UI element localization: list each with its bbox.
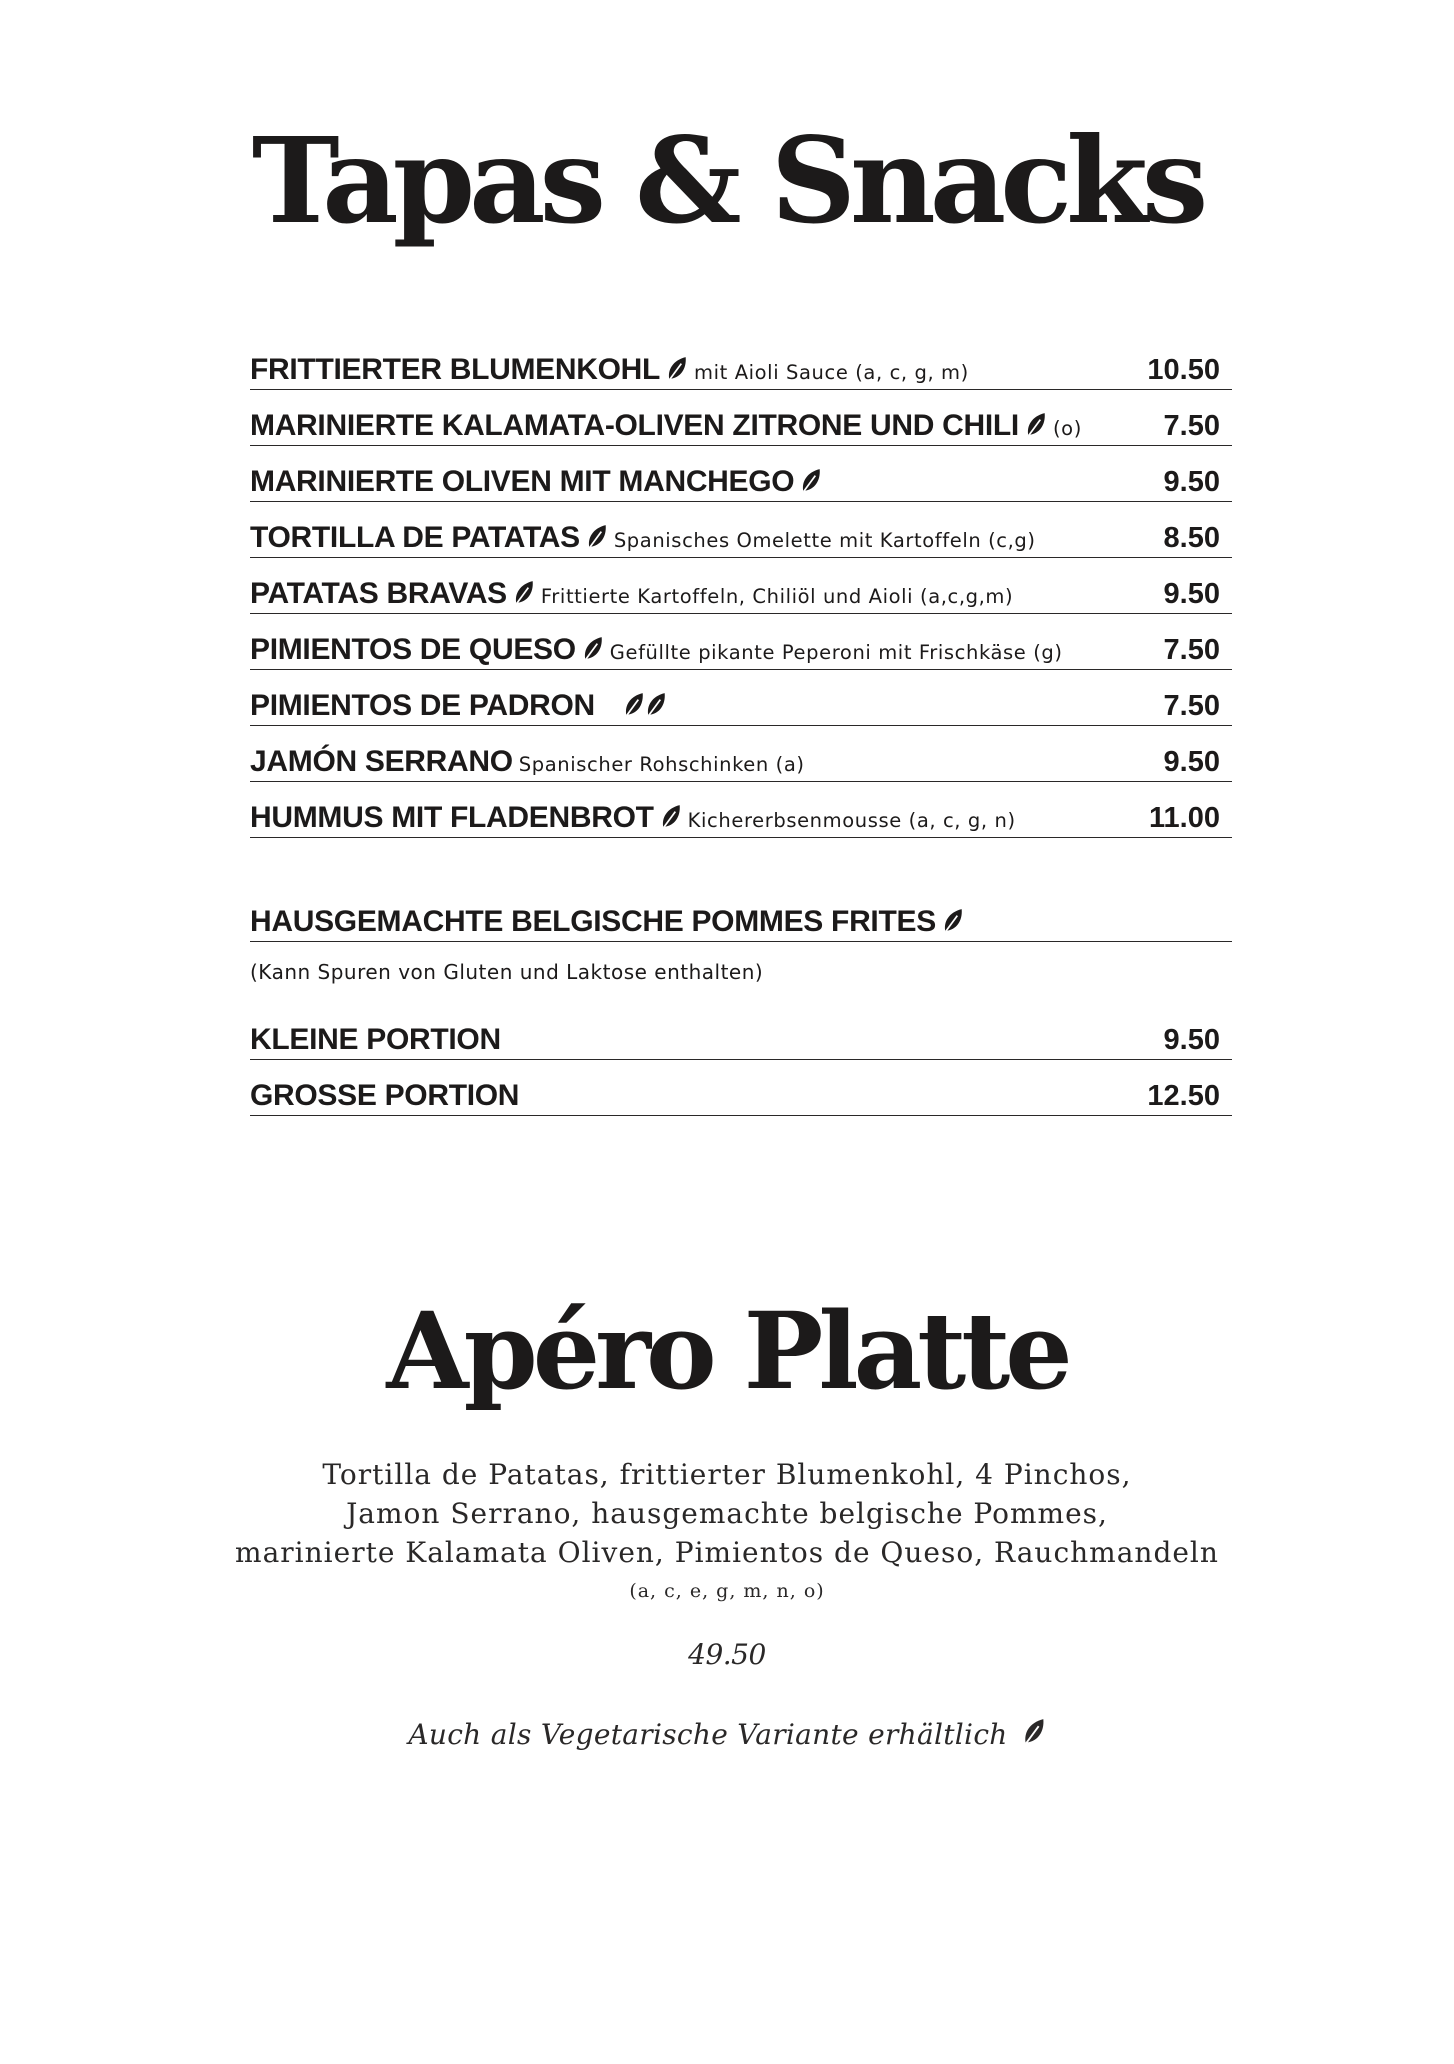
apero-desc-line: Jamon Serrano, hausgemachte belgische Pommes, (346, 1497, 1108, 1530)
pommes-note: (Kann Spuren von Gluten und Laktose enthalten) (250, 960, 764, 984)
menu-item-price: 8.50 (1163, 522, 1220, 554)
menu-item-name: MARINIERTE KALAMATA-OLIVEN ZITRONE UND CHILI (250, 409, 1019, 442)
pommes-large-label: GROSSE PORTION (250, 1079, 520, 1112)
apero-description (0, 1455, 1454, 1572)
leaf-icon (513, 580, 535, 606)
menu-item-description: Frittierte Kartoffeln, Chiliöl und Aioli (a,c,g,m) (540, 585, 1014, 608)
menu-item-name: TORTILLA DE PATATAS (250, 521, 580, 554)
menu-item-name: PATATAS BRAVAS (250, 577, 507, 610)
menu-item-description: (o) (1052, 417, 1082, 440)
menu-item-description: Kichererbsenmousse (a, c, g, n) (687, 809, 1016, 832)
menu-item-name: PIMIENTOS DE QUESO (250, 633, 576, 666)
apero-veg-note (0, 1718, 1454, 1751)
leaf-icon (1025, 412, 1047, 438)
leaf-icon (582, 636, 604, 662)
menu-item-description: Spanisches Omelette mit Kartoffeln (c,g) (613, 529, 1036, 552)
apero-allergens: (a, c, e, g, m, n, o) (629, 1580, 825, 1602)
menu-item-row (250, 726, 1232, 782)
menu-item-description: mit Aioli Sauce (a, c, g, m) (694, 361, 969, 384)
pommes-small-price: 9.50 (1163, 1024, 1220, 1056)
menu-item-row (250, 446, 1232, 502)
apero-desc-line: Tortilla de Patatas, frittierter Blumenkohl, 4 Pinchos, (322, 1458, 1132, 1491)
pommes-large-price: 12.50 (1147, 1080, 1220, 1112)
menu-item-description: Spanischer Rohschinken (a) (518, 753, 805, 776)
leaf-icon (666, 356, 688, 382)
menu-item-name: MARINIERTE OLIVEN MIT MANCHEGO (250, 465, 795, 498)
pommes-small-label: KLEINE PORTION (250, 1023, 501, 1056)
leaf-icon (1022, 1718, 1046, 1746)
menu-item-row (250, 782, 1232, 838)
apero-title: Apéro Platte (386, 1288, 1068, 1413)
menu-item-description: Gefüllte pikante Peperoni mit Frischkäse (g) (609, 641, 1063, 664)
leaf-icon (586, 524, 608, 550)
leaf-icon (660, 804, 682, 830)
apero-veg-text: Auch als Vegetarische Variante erhältlich (408, 1718, 1008, 1751)
menu-item-price: 9.50 (1163, 578, 1220, 610)
pommes-large-row (250, 1060, 1232, 1116)
menu-item-name: FRITTIERTER BLUMENKOHL (250, 353, 661, 386)
menu-item-price: 9.50 (1163, 746, 1220, 778)
tapas-list (250, 334, 1232, 838)
pommes-small-row (250, 1004, 1232, 1060)
leaf-icon (800, 468, 822, 494)
menu-item-price: 7.50 (1163, 410, 1220, 442)
menu-item-row (250, 614, 1232, 670)
menu-item-name: HUMMUS MIT FLADENBROT (250, 801, 654, 834)
menu-item-name: PIMIENTOS DE PADRON (250, 689, 595, 722)
leaf-icon (942, 908, 964, 934)
pommes-header-row (250, 886, 1232, 942)
menu-item-row (250, 670, 1232, 726)
menu-item-row (250, 502, 1232, 558)
menu-item-row (250, 558, 1232, 614)
leaf-icon (623, 692, 645, 718)
menu-item-row (250, 334, 1232, 390)
apero-desc-line: marinierte Kalamata Oliven, Pimientos de Queso, Rauchmandeln (235, 1536, 1219, 1569)
menu-item-name: JAMÓN SERRANO (250, 745, 513, 778)
tapas-title: Tapas & Snacks (251, 111, 1203, 250)
menu-item-price: 10.50 (1147, 354, 1220, 386)
menu-item-price: 7.50 (1163, 690, 1220, 722)
menu-item-row (250, 390, 1232, 446)
menu-item-price: 9.50 (1163, 466, 1220, 498)
menu-item-price: 7.50 (1163, 634, 1220, 666)
pommes-name: HAUSGEMACHTE BELGISCHE POMMES FRITES (250, 905, 936, 938)
leaf-icon (645, 692, 667, 718)
apero-price: 49.50 (688, 1638, 766, 1671)
menu-item-price: 11.00 (1149, 802, 1220, 834)
tapas-menu (250, 334, 1232, 1116)
